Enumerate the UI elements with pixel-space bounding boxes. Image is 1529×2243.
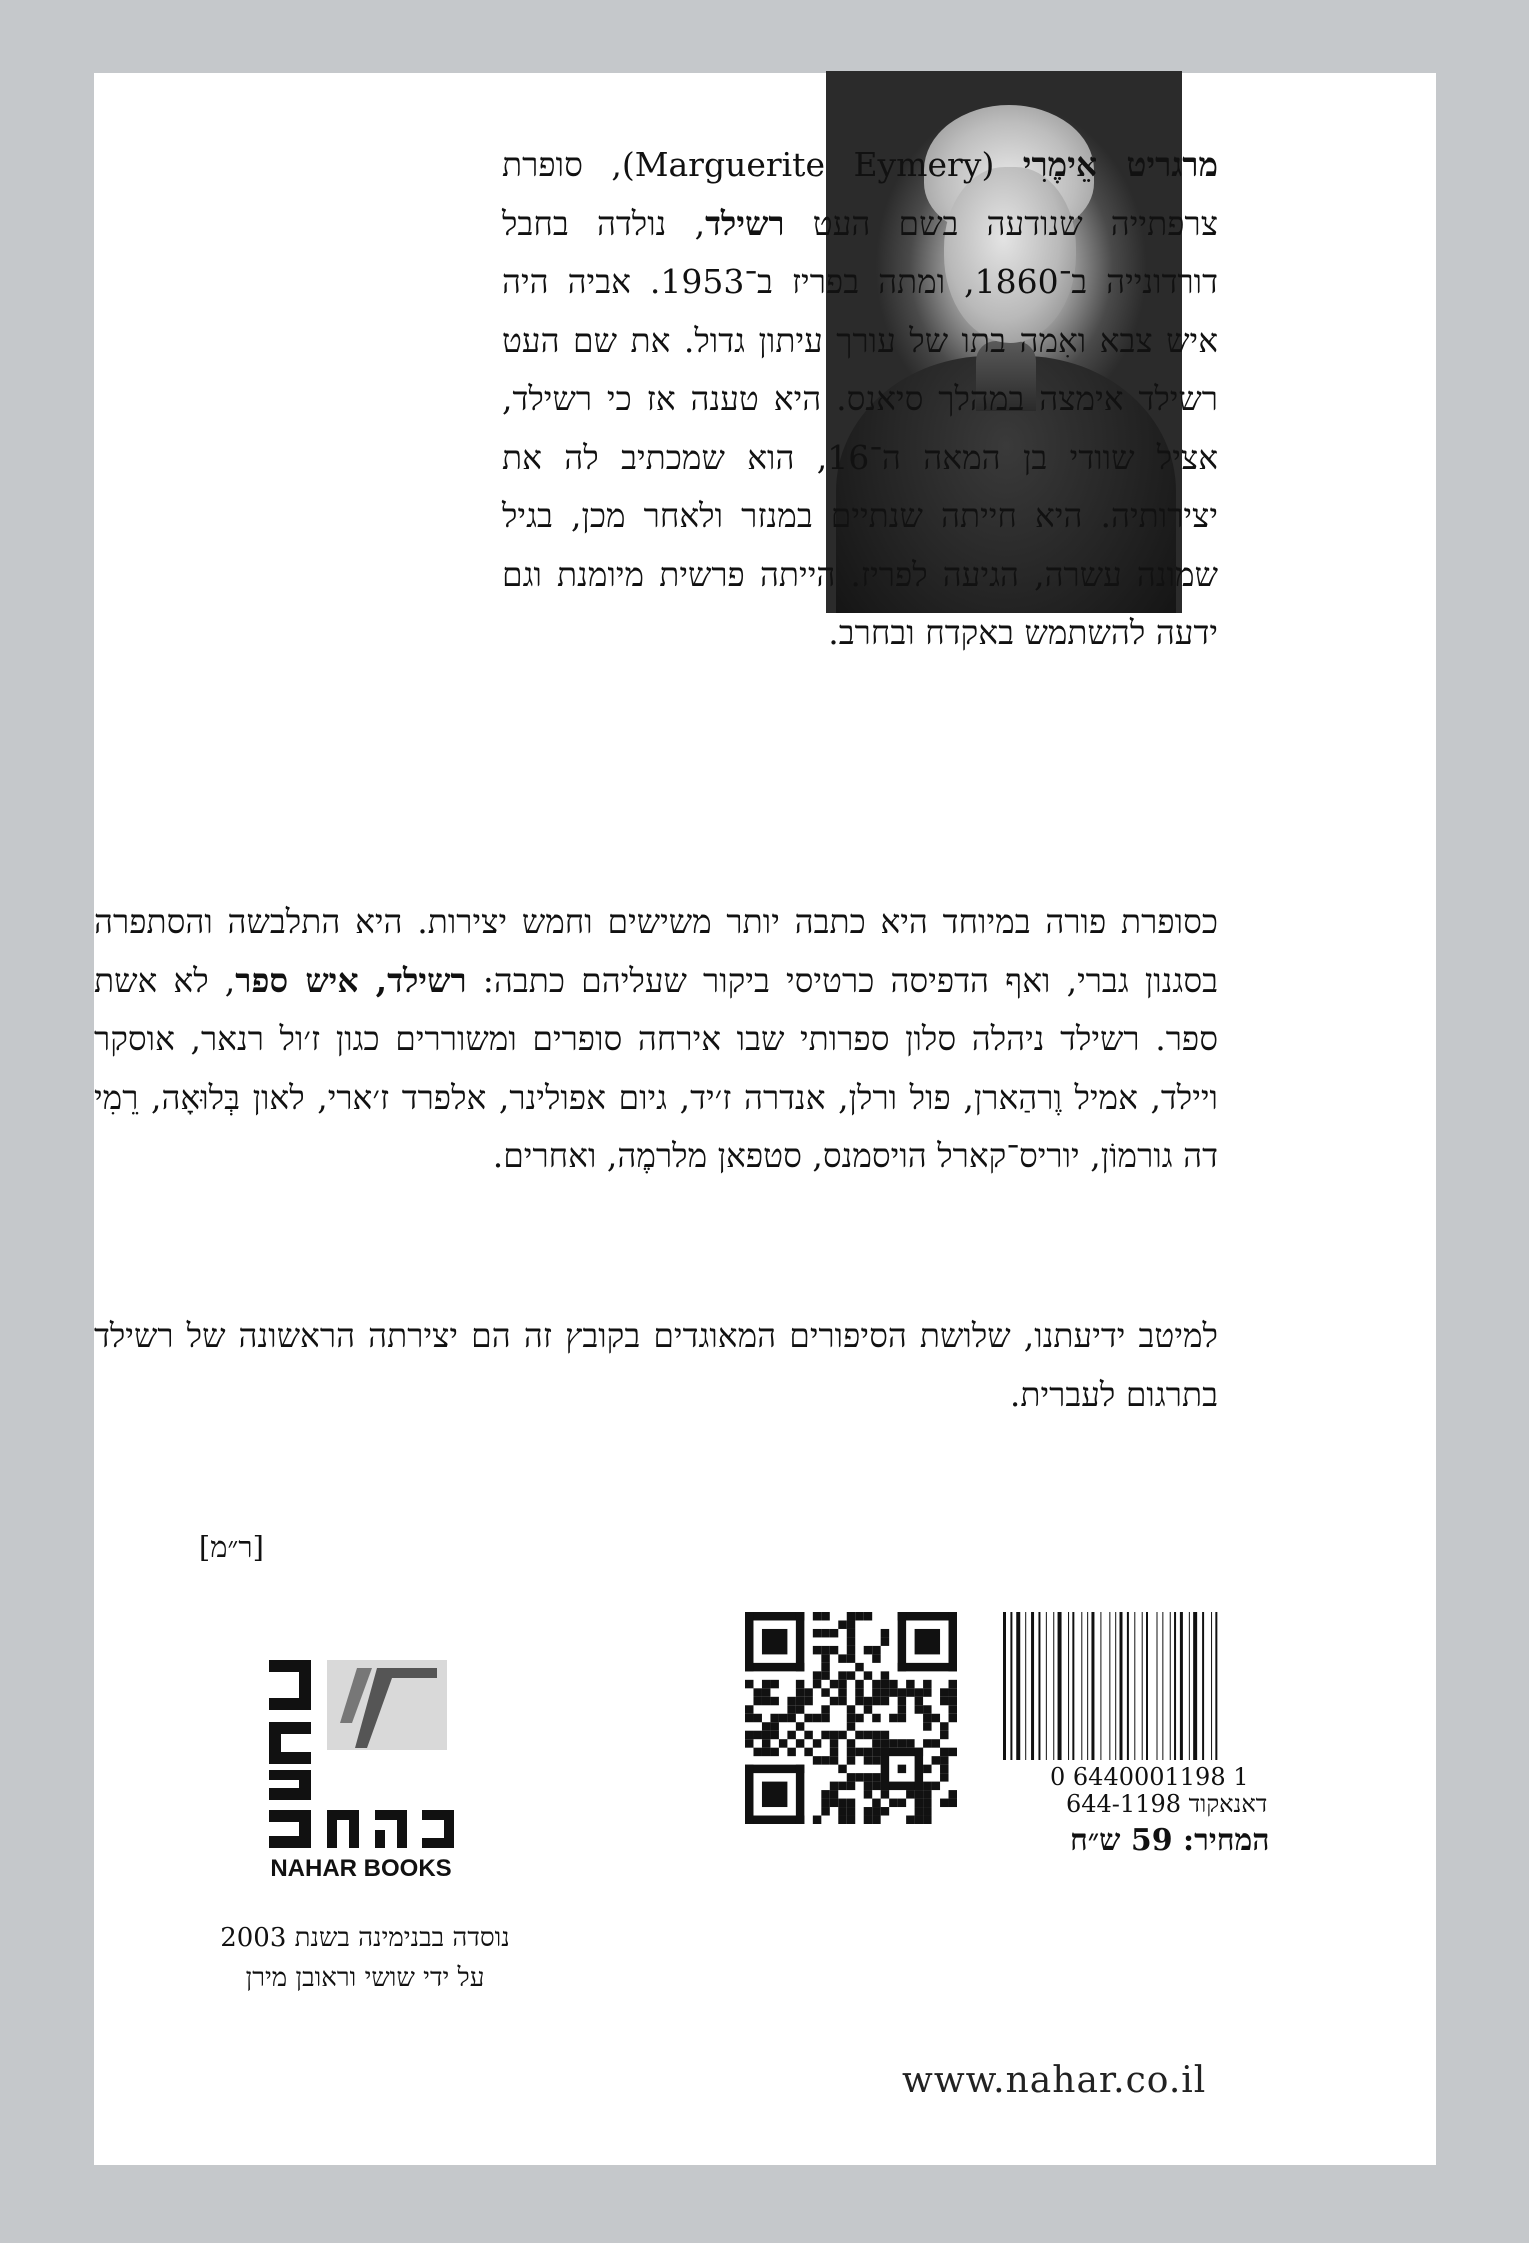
- bio-paragraph: מרגריט אֵימֶרִי (Marguerite Eymery), סופרת צרפתייה שנודעה בשם העט רשילד, נולדה בחבל דורדונייה ב־1860, ומתה בפריז ב־1953. אביה היה איש צבא ואִמה בתו של עורך עיתון גדול. את שם העט רשילד אימצה במהלך סיאנס. היא טענה אז כי רשילד, אציל שוודי בן המאה ה־16, הוא שמכתיב לה את יצירותיה. היא חייתה שנתיים במנזר ולאחר מכן, בגיל שמונה עשרה, הגיעה לפריז. הייתה פרשית מיומנת וגם ידעה להשתמש באקדח ובחרב.: [502, 145, 1219, 652]
- qr-code: [745, 1612, 957, 1824]
- publisher-website: www.nahar.co.il: [902, 2060, 1207, 2101]
- founded-line-2: על ידי שושי וראובן מירן: [245, 1963, 485, 1993]
- publisher-founding: [180, 1918, 550, 1998]
- publisher-name: NAHAR BOOKS: [270, 1855, 452, 1882]
- translation-paragraph: למיטב ידיעתנו, שלושת הסיפורים המאוגדים בקובץ זה הם יצירתה הראשונה של רשילד בתרגום לעברית.: [94, 1316, 1218, 1414]
- nahar-books-logo: [257, 1660, 467, 1850]
- business-card-quote: רשילד, איש ספר: [235, 960, 467, 1000]
- career-text-b: , לא אשת ספר. רשילד ניהלה סלון ספרותי שבו אירחה סופרים ומשוררים כגון ז׳ול רנאר, אוסקר ויילד, אמיל וֶרהַארן, פול ורלן, אנדרה ז׳יד, גיום אפולינר, אלפרד ז׳ארי, לאון בְּלוּאָה, רֵמִי דה גורמוֹן, יוריס־קארל הויסמנס, סטפאן מלרמֶה, ואחרים.: [94, 960, 1218, 1175]
- author-name: מרגריט אֵימֶרִי: [1022, 145, 1219, 184]
- career-paragraph: [94, 893, 1218, 1186]
- barcode-number: 0 6440001198 1: [1050, 1763, 1249, 1791]
- pen-name: רשילד: [705, 203, 785, 243]
- barcode: [999, 1612, 1289, 1762]
- founded-line-1: נוסדה בבנימינה בשנת 2003: [220, 1923, 510, 1953]
- bio-text-b: , נולדה בחבל דורדונייה ב־1860, ומתה בפריז ב־1953. אביה היה איש צבא ואִמה בתו של עורך עיתון גדול. את שם העט רשילד אימצה במהלך סיאנס. היא טענה אז כי רשילד, אציל שוודי בן המאה ה־16, הוא שמכתיב לה את יצירותיה. היא חייתה שנתיים במנזר ולאחר מכן, בגיל שמונה עשרה, הגיעה לפריז. הייתה פרשית מיומנת וגם ידעה להשתמש באקדח ובחרב.: [502, 203, 1218, 652]
- author-name-latin: (Marguerite Eymery): [621, 145, 995, 184]
- bio-text-a: סופרת צרפתייה שנודעה בשם העט: [502, 145, 1218, 243]
- price: המחיר: 59 ש״ח: [1070, 1823, 1270, 1858]
- editor-initials: [ר״מ]: [198, 1530, 264, 1564]
- career-text-a: כסופרת פורה במיוחד היא כתבה יותר משישים וחמש יצירות. היא התלבשה והסתפרה בסגנון גברי, ואף הדפיסה כרטיסי ביקור שעליהם כתבה:: [94, 902, 1218, 1000]
- dan-code: דאנאקוד 644-1198: [1066, 1790, 1268, 1818]
